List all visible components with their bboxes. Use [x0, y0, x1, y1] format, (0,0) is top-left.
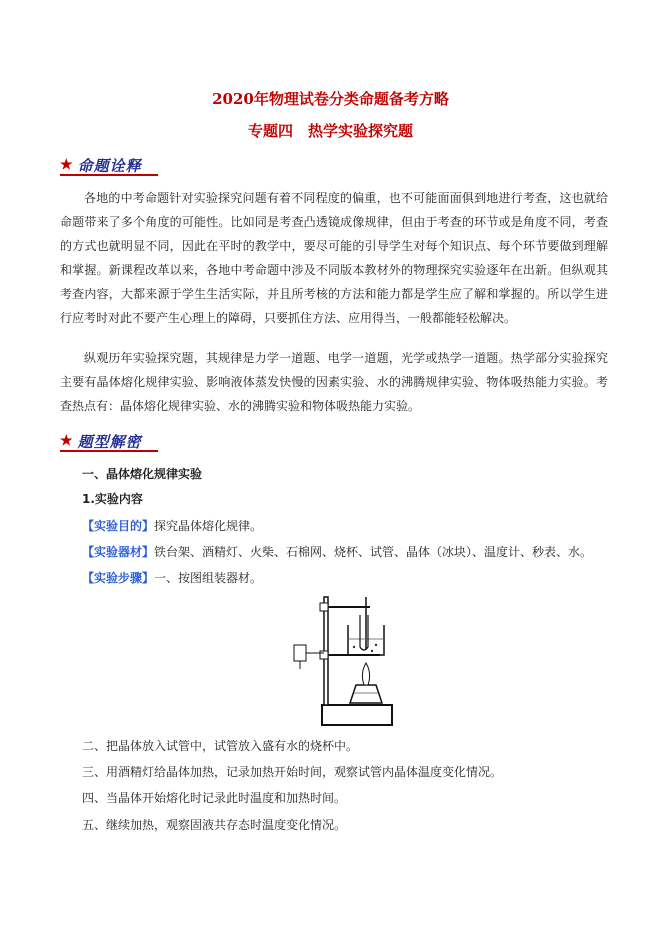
step-3: 三、用酒精灯给晶体加热，记录加热开始时间，观察试管内晶体温度变化情况。 — [82, 765, 503, 779]
section-heading-label: 题型解密 — [77, 432, 142, 451]
purpose-tag: 【实验目的】 — [82, 519, 155, 533]
experiment-apparatus-figure — [284, 593, 394, 727]
steps-line — [82, 570, 262, 586]
section-heading-analysis — [60, 430, 158, 452]
step-4: 四、当晶体开始熔化时记录此时温度和加热时间。 — [82, 791, 347, 805]
purpose-line — [82, 518, 262, 534]
steps-tag: 【实验步骤】 — [82, 571, 155, 585]
document-subtitle: 专题四 热学实验探究题 — [247, 122, 413, 140]
heading-underline — [60, 174, 158, 176]
star-icon: ★ — [60, 157, 74, 173]
step-5: 五、继续加热，观察固液共存态时温度变化情况。 — [82, 818, 347, 832]
document-title: 2020年物理试卷分类命题备考方略 — [212, 90, 449, 108]
equipment-line — [82, 544, 592, 560]
step-2: 二、把晶体放入试管中，试管放入盛有水的烧杯中。 — [82, 739, 359, 753]
subheading: 1.实验内容 — [82, 492, 143, 506]
section-heading-label: 命题诠释 — [77, 156, 142, 175]
purpose-text: 探究晶体熔化规律。 — [154, 519, 263, 533]
section-heading-explanation — [60, 154, 158, 176]
subheading: 一、晶体熔化规律实验 — [82, 467, 203, 481]
star-icon: ★ — [60, 433, 74, 449]
equipment-text: 铁台架、酒精灯、火柴、石棉网、烧杯、试管、晶体（冰块）、温度计、秒表、水。 — [154, 545, 593, 559]
step-1: 一、按图组装器材。 — [154, 571, 263, 585]
heading-underline — [60, 450, 158, 452]
paragraph: 各地的中考命题针对实验探究问题有着不同程度的偏重，也不可能面面俱到地进行考查，这也就给命题带来了多个角度的可能性。比如同是考查凸透镜成像规律，但由于考查的环节或是角度不同，考查的方式也就明显不同，因此在平时的教学中，要尽可能的引导学生对每个知识点、每个环节要做到理解和掌握。新课程改革以来，各地中考命题中涉及不同版本教材外的物理探究实验逐年在出新。但纵观其考查内容，大都来源于学生生活实际，并且所考核的方法和能力都是学生应了解和掌握的。所以学生进行应考时对此不要产生心理上的障碍，只要抓住方法、应用得当，一般都能轻松解决。 — [60, 191, 608, 325]
paragraph: 纵观历年实验探究题，其规律是力学一道题、电学一道题，光学或热学一道题。热学部分实验探究主要有晶体熔化规律实验、影响液体蒸发快慢的因素实验、水的沸腾规律实验、物体吸热能力实验。考查热点有：晶体熔化规律实验、水的沸腾实验和物体吸热能力实验。 — [60, 351, 608, 413]
equipment-tag: 【实验器材】 — [82, 545, 155, 559]
